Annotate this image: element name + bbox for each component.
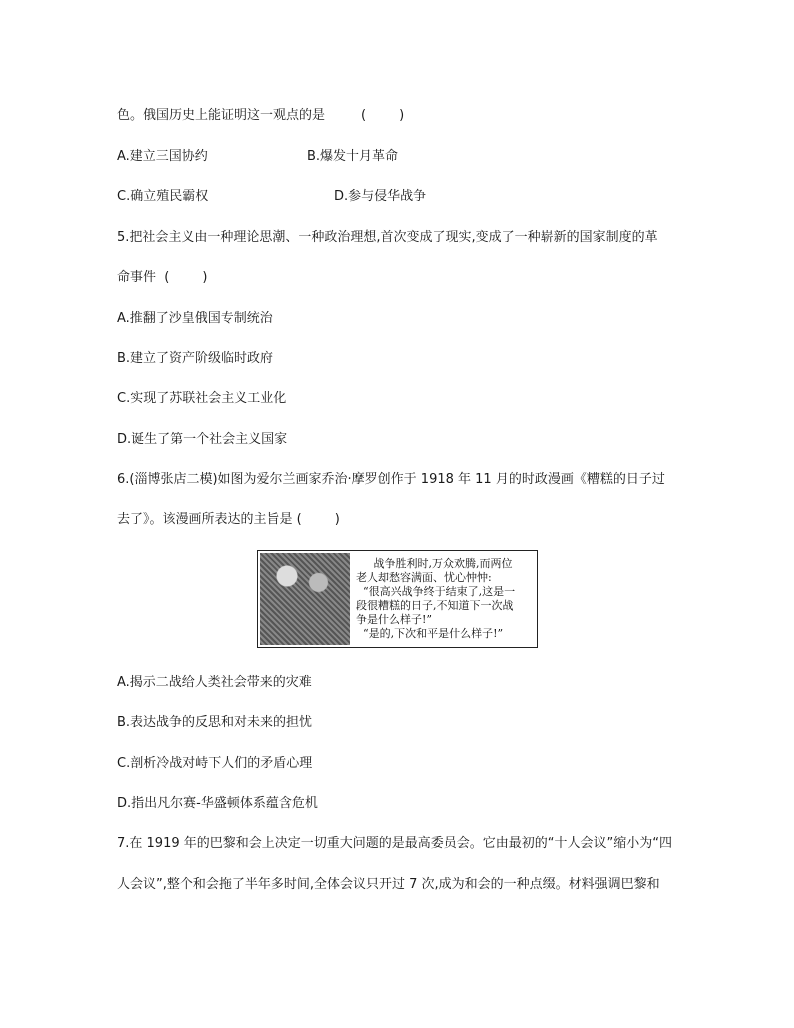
q6-option-d: D.指出凡尔赛-华盛顿体系蕴含危机 [117,796,318,811]
q6-stem-line2: 去了》。该漫画所表达的主旨是 ( ) [117,512,340,527]
cartoon-photo [260,553,350,645]
q6-stem-line1: 6.(淄博张店二模)如图为爱尔兰画家乔治·摩罗创作于 1918 年 11 月的时政漫画《糟糕的日子过 [117,472,665,487]
cartoon-caption [356,557,534,641]
q5-stem-line2: 命事件 ( ) [117,270,208,285]
cartoon-figure [257,550,538,648]
q5-option-b: B.建立了资产阶级临时政府 [117,351,274,366]
q6-option-b: B.表达战争的反思和对未来的担忧 [117,715,313,730]
q4-option-a: A.建立三国协约 [117,149,208,164]
q5-option-d: D.诞生了第一个社会主义国家 [117,432,288,447]
q4-option-c: C.确立殖民霸权 [117,189,209,204]
q4-stem-tail: 色。俄国历史上能证明这一观点的是 [117,108,326,123]
q4-option-d: D.参与侵华战争 [334,189,427,204]
q7-stem-line1: 7.在 1919 年的巴黎和会上决定一切重大问题的是最高委员会。它由最初的“十人会议”缩小为“四 [117,836,672,851]
q7-stem-line2: 人会议”,整个和会拖了半年多时间,全体会议只开过 7 次,成为和会的一种点缀。材料强调巴黎和 [117,877,660,892]
caption-line: “是的,下次和平是什么样子!” [356,627,504,640]
q6-option-c: C.剖析冷战对峙下人们的矛盾心理 [117,756,313,771]
q4-answer-paren: ( ) [361,108,405,123]
caption-line: 段很糟糕的日子,不知道下一次战 [356,599,514,612]
caption-line: 老人却愁容满面、忧心忡忡: [356,571,492,584]
caption-line: “很高兴战争终于结束了,这是一 [356,585,516,598]
caption-line: 战争胜利时,万众欢腾,而两位 [356,557,513,570]
q5-stem-line1: 5.把社会主义由一种理论思潮、一种政治理想,首次变成了现实,变成了一种崭新的国家制度的革 [117,230,658,245]
q5-option-c: C.实现了苏联社会主义工业化 [117,391,287,406]
q5-option-a: A.推翻了沙皇俄国专制统治 [117,311,273,326]
caption-line: 争是什么样子!” [356,613,433,626]
q6-option-a: A.揭示二战给人类社会带来的灾难 [117,675,312,690]
q4-option-b: B.爆发十月革命 [307,149,399,164]
